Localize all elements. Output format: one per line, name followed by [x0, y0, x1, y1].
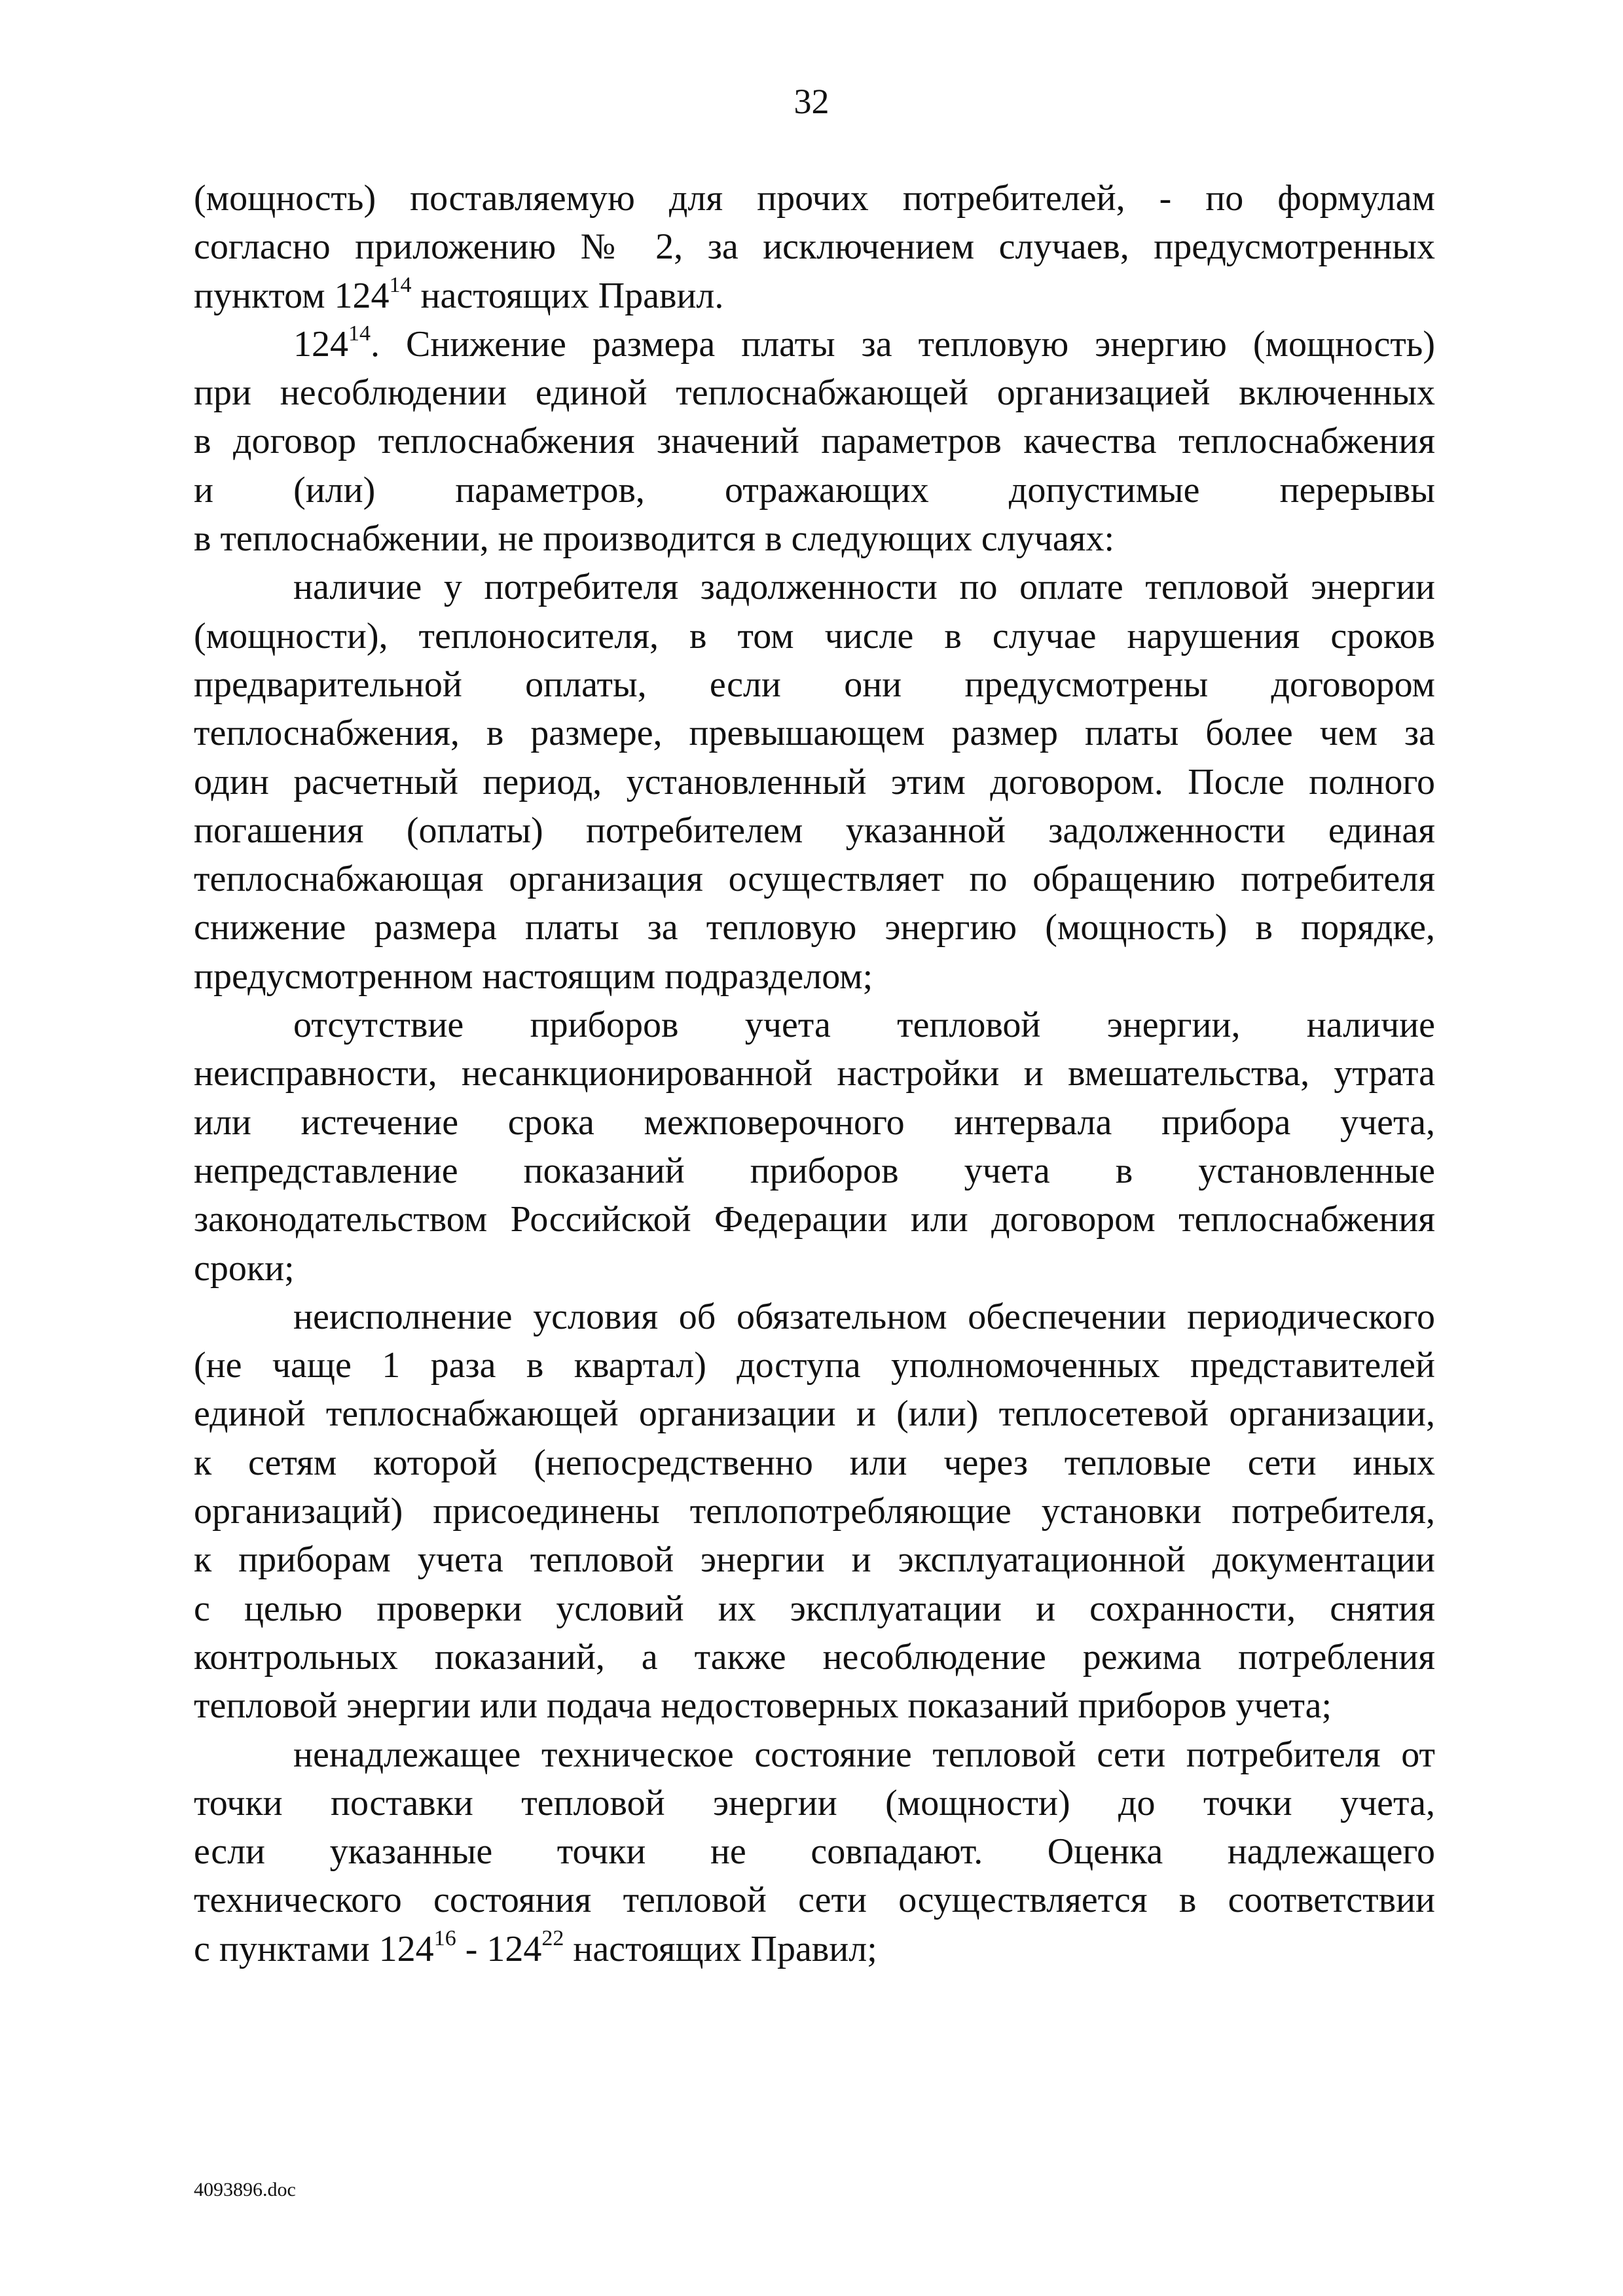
text-line: в договор теплоснабжения значений параметров качества теплоснабжения: [194, 421, 1435, 462]
superscript: 14: [348, 321, 371, 346]
text-line: предварительной оплаты, если они предусмотрены договором: [194, 664, 1435, 705]
text-line: к приборам учета тепловой энергии и эксплуатационной документации: [194, 1539, 1435, 1581]
superscript: 14: [389, 272, 412, 297]
text-line: организаций) присоединены теплопотребляющие установки потребителя,: [194, 1491, 1435, 1532]
text-line: или истечение срока межповерочного интервала прибора учета,: [194, 1102, 1435, 1143]
paragraph-3: [194, 563, 1435, 1001]
text-fragment: настоящих Правил;: [564, 1928, 877, 1969]
text-line: непредставление показаний приборов учета в установленные: [194, 1150, 1435, 1191]
text-line: теплоснабжения, в размере, превышающем размер платы более чем за: [194, 713, 1435, 754]
text-line: сроки;: [194, 1247, 295, 1289]
paragraph-1: [194, 174, 1435, 320]
superscript: 22: [541, 1926, 564, 1950]
text-line: (мощности), теплоносителя, в том числе в случае нарушения сроков: [194, 615, 1435, 656]
text-line: [194, 272, 1435, 320]
text-fragment: настоящих Правил.: [411, 275, 724, 316]
paragraph-6: [194, 1731, 1435, 1973]
text-line: единой теплоснабжающей организации и (или) теплосетевой организации,: [194, 1393, 1435, 1435]
text-line: неисправности, несанкционированной настройки и вмешательства, утрата: [194, 1053, 1435, 1094]
text-line: [194, 320, 1435, 368]
text-line: технического состояния тепловой сети осуществляется в соответствии: [194, 1880, 1435, 1921]
paragraph-5: [194, 1293, 1435, 1731]
text-fragment: . Снижение размера платы за тепловую энергию (мощность): [371, 323, 1435, 365]
text-line: предусмотренном настоящим подразделом;: [194, 956, 873, 997]
paragraph-4: [194, 1001, 1435, 1293]
text-line: наличие у потребителя задолженности по оплате тепловой энергии: [293, 567, 1435, 608]
text-line: согласно приложению № 2, за исключением случаев, предусмотренных: [194, 226, 1435, 268]
text-line: при несоблюдении единой теплоснабжающей организацией включенных: [194, 372, 1435, 414]
document-file-code: 4093896.doc: [194, 2179, 296, 2200]
document-body: [194, 174, 1435, 1973]
text-line: тепловой энергии или подача недостоверных показаний приборов учета;: [194, 1685, 1332, 1727]
clause-number: 124: [293, 323, 348, 365]
page-number: 32: [793, 82, 830, 121]
text-line: (не чаще 1 раза в квартал) доступа уполномоченных представителей: [194, 1345, 1435, 1386]
text-line: в теплоснабжении, не производится в следующих случаях:: [194, 518, 1115, 560]
text-line: законодательством Российской Федерации или договором теплоснабжения: [194, 1199, 1435, 1240]
text-line: контрольных показаний, а также несоблюдение режима потребления: [194, 1636, 1435, 1677]
text-fragment: с пунктами 124: [194, 1928, 434, 1969]
text-line: с целью проверки условий их эксплуатации и сохранности, снятия: [194, 1588, 1435, 1629]
text-line: погашения (оплаты) потребителем указанной задолженности единая: [194, 810, 1435, 851]
text-line: точки поставки тепловой энергии (мощности) до точки учета,: [194, 1782, 1435, 1823]
text-line: (мощность) поставляемую для прочих потребителей, - по формулам: [194, 178, 1435, 219]
text-line: и (или) параметров, отражающих допустимые перерывы: [194, 469, 1435, 511]
text-line: [194, 1925, 1435, 1973]
text-line: отсутствие приборов учета тепловой энергии, наличие: [293, 1005, 1435, 1046]
text-line: снижение размера платы за тепловую энергию (мощность) в порядке,: [194, 907, 1435, 948]
text-line: к сетям которой (непосредственно или через тепловые сети иных: [194, 1442, 1435, 1483]
superscript: 16: [433, 1926, 456, 1950]
text-fragment: пунктом 124: [194, 275, 390, 316]
paragraph-2: [194, 320, 1435, 563]
text-line: один расчетный период, установленный этим договором. После полного: [194, 761, 1435, 802]
text-line: ненадлежащее техническое состояние тепловой сети потребителя от: [293, 1734, 1435, 1775]
text-line: теплоснабжающая организация осуществляет по обращению потребителя: [194, 859, 1435, 900]
text-line: неисполнение условия об обязательном обеспечении периодического: [293, 1296, 1435, 1337]
text-line: если указанные точки не совпадают. Оценка надлежащего: [194, 1831, 1435, 1873]
text-fragment: - 124: [456, 1928, 542, 1969]
